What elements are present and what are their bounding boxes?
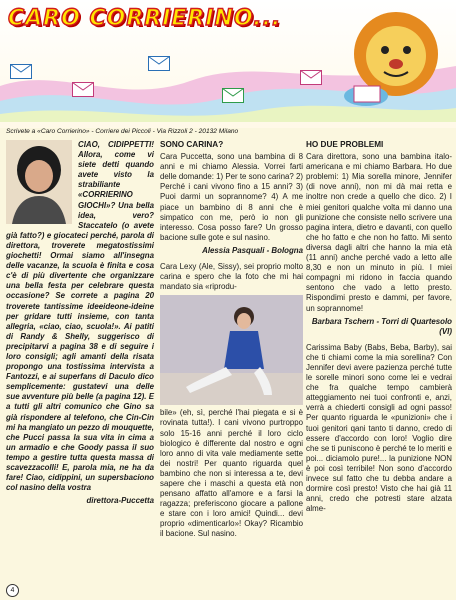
reply-body-continued: bile» (eh, sì, perché l'hai piegata e si è rovinata tutta!). I cani vivono purtroppo solo 15-16 anni perché il loro ciclo biologico è differente dal nostro e ogni loro anno di vita vale mediamente sette dei nostri! Per quanto riguarda quel bambino che non si interessa a te, devi sapere che i maschi a questa età non pensano affatto all'amore e a farsi la ragazza; preferiscono giocare a pallone e stare con i loro amici! Quindi... devi proprio «dimenticarlo»! Okay? Ricambio il bacione. Sul nasino. (160, 408, 303, 539)
mailing-address: Scrivete a «Caro Corrierino» - Corriere dei Piccoli - Via Rizzoli 2 - 20132 Milano (6, 128, 239, 135)
page-title: CARO CORRIERINO... (8, 6, 282, 31)
editor-column (6, 140, 154, 512)
envelope-icon (10, 64, 32, 79)
envelope-icon (222, 88, 244, 103)
envelope-icon (72, 82, 94, 97)
letters-column-3 (306, 140, 452, 517)
letter-body: Cara direttora, sono una bambina italo-americana e mi chiamo Barbara. Ho due problemi: 1) Mia sorella minore, Jennifer (di nove anni), non mi dà mai retta e inoltre non crede a quello che dico. 2) I miei genitori qualche volta mi danno una punizione che consiste nello scrivere una pagina intera, dietro e davanti, con quello che ho fatto e che non ho fatto. Mi sento diversa dagli altri che hanno la mia età (11 anni) anche perché vado a letto alle 8,30 e non un minuto in più. I miei compagni mi ridono in faccia quando sentono che vado a letto presto. Rispondimi presto e dammi, per favore, un soprannome! (306, 152, 452, 313)
letters-column-2 (160, 140, 303, 543)
reader-photo (160, 295, 303, 405)
envelope-icon (300, 70, 322, 85)
reply-body: Carissima Baby (Babs, Beba, Barby), sai che ti chiami come la mia sorellina? Con Jennifer devi avere pazienza perché tutte le sorelle minori sono come lei e vedrai che fra qualche tempo cambierà atteggiamento nei tuoi confronti e, anzi, verrà a chiederti consigli ad ogni passo! Per quanto riguarda le «punizioni» che i tuoi genitori qani tanto ti danno, credo di essere d'accordo con loro! Voglio dire che se ti puniscono è perché te lo meriti e poi... diciamolo pure!... la punizione NON è poi così terribile! Non sono d'accordo invece sul fatto che tu debba andare a dormire così presto! Visto che hai già 11 anni, credo che potresti stare alzata alme- (306, 342, 452, 514)
lion-mascot-icon (338, 6, 450, 110)
letter-signature: Alessia Pasquali - Bologna (202, 245, 303, 255)
letter-heading: HO DUE PROBLEMI (306, 140, 384, 149)
page-number: 4 (6, 584, 19, 597)
letter-heading: SONO CARINA? (160, 140, 224, 149)
editor-photo (6, 140, 72, 224)
editor-message: CIAO, CIDIPPETTI! Allora, come vi siete detti quando avete visto la strabiliante «CORRIERINO GIOCHI»? Una bella idea, vero? Staccatelo (o avete già fatto?) e giocateci perché, parola di direttora, troverete megatostissimi giochetti! Ormai siamo all'insegna delle vacanze, la scuola è finita e cosa c'è di più divertente che organizzare una bella festa per celebrare questa occasione? Se correte a pagina 20 troverete tantissime ideeideone-ideine per gridare tutti insieme, con tanta allegria, «ciao, ciao, scuola!». Ai patiti di Randy & Shelly, suggerisco di precipitarvi a pagina 38 e di seguire i loro consigli; agli amanti della risata propongo una tostissima intervista a Fantozzi, e ai superfans di Daculo dico semplicemente: gustatevi una delle sue avventure più belle (a pagina 12). E a tutti gli altri comunico che Gino sa già rispondere al telefono, che Cin-Cin mi ha mangiato un pezzo di mouquette, che Pucci passa la sua vita in cima a un armadio e che Goody passa il suo tempo a gestire tutta questa massa di scavezzacolli! E, parola mia, ne ha da fare! Ciao, cidippini, un supersbaciono col nasino della vostra (6, 140, 154, 493)
girl-photo-icon (160, 295, 303, 405)
editor-portrait-icon (6, 140, 72, 224)
envelope-icon (148, 56, 170, 71)
reply-body: Cara Lexy (Ale, Sissy), sei proprio molto carina e spero che la foto che mi hai mandato sia «riprodu- (160, 262, 303, 292)
letter-body: Cara Puccetta, sono una bambina di 8 anni e mi chiamo Alessia. Vorrei farti delle domande: 1) Per te sono carina? 2) Perché i cani vivono fino a 15 anni? 3) Puoi darmi un soprannome? 4) A me piace un bambino di 8 anni che è simpatico con me, però io non gli interesso. Cosa posso fare? Un grosso bacione sulle gote e sul nasino. (160, 152, 303, 242)
header-banner (0, 0, 456, 128)
editor-signature: direttora-Puccetta (86, 496, 154, 506)
letter-signature: Barbara Tschern - Torri di Quartesolo (VI) (311, 316, 452, 336)
